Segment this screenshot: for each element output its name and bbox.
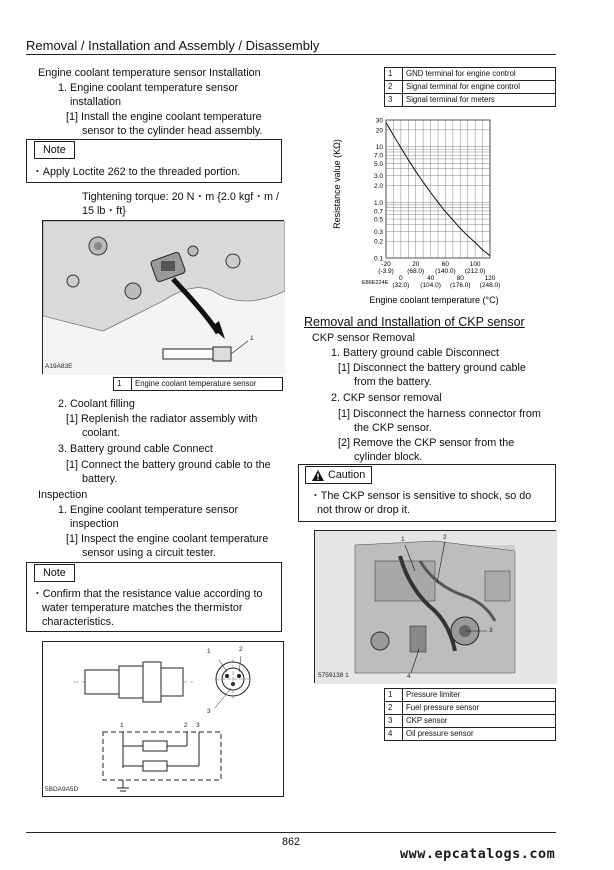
chart-ytick-label: 30 (375, 117, 383, 125)
legend-label: Pressure limiter (403, 689, 556, 702)
chart-xtick-label: 120 (484, 275, 496, 282)
step-3-sub-1-cont: battery. (82, 473, 118, 485)
fig2-circuit-callout-3: 3 (196, 722, 200, 729)
chart-xtick-f-label: (176.0) (449, 282, 471, 289)
chart-ytick-label: 0.7 (373, 208, 383, 216)
inspection-step-1-cont: inspection (70, 518, 119, 530)
caution-line-1: ・The CKP sensor is sensitive to shock, so do (310, 490, 532, 502)
chart-ytick-label: 0.1 (373, 255, 383, 263)
inspection-step-1: 1. Engine coolant temperature sensor (58, 504, 239, 516)
fig2-circuit-callout-1: 1 (120, 722, 124, 729)
note-tag-2: Note (34, 564, 75, 582)
chart-xtick-f-label: (68.0) (407, 268, 425, 275)
legend-label: Fuel pressure sensor (403, 702, 556, 715)
chart-xtick-f-label: (140.0) (435, 268, 456, 275)
inspection-heading: Inspection (38, 489, 88, 501)
terminal-row (385, 81, 556, 94)
chart-ytick-label: 20 (375, 127, 383, 135)
figure-sensor-installation (42, 220, 284, 374)
legend-row (385, 715, 556, 728)
figure-1-code: A19A83E (45, 363, 73, 370)
ckp-step-2: 2. CKP sensor removal (331, 392, 442, 404)
legend-label: Engine coolant temperature sensor (132, 378, 283, 391)
figure-3-code: 5759138 1 (318, 672, 349, 679)
chart-xtick-f-label: (248.0) (479, 282, 501, 289)
chart-xtick-label: 100 (469, 261, 481, 268)
ckp-section-title (304, 313, 525, 331)
legend-number: 4 (385, 728, 403, 741)
step-1: 1. Engine coolant temperature sensor (58, 82, 239, 94)
warning-icon (312, 470, 324, 481)
ckp-removal-heading: CKP sensor Removal (312, 332, 416, 344)
note-1-text: ・Apply Loctite 262 to the threaded portion. (32, 166, 241, 178)
chart-ytick-label: 10 (375, 144, 383, 152)
fig2-callout-3: 3 (207, 708, 211, 715)
step-1-sub-1-cont: sensor to the cylinder head assembly. (82, 125, 263, 137)
terminal-number: 2 (385, 81, 403, 94)
header-rule (26, 54, 556, 55)
figure-1-legend (113, 377, 283, 391)
legend-number: 3 (385, 715, 403, 728)
ckp-step-1: 1. Battery ground cable Disconnect (331, 347, 500, 359)
chart-xtick-label: 60 (441, 261, 450, 268)
fig3-callout-3: 3 (489, 627, 493, 634)
fig3-callout-4: 4 (407, 673, 411, 680)
thermistor-characteristic-chart (328, 114, 518, 310)
note-2-line-2: water temperature matches the thermistor (42, 602, 243, 614)
page-title: Removal / Installation and Assembly / Disassembly (26, 38, 320, 53)
ckp-step-2-sub-1: [1] Disconnect the harness connector from (338, 408, 541, 420)
legend-label: CKP sensor (403, 715, 556, 728)
step-3: 3. Battery ground cable Connect (58, 443, 213, 455)
chart-ytick-label: 0.5 (373, 216, 383, 224)
legend-number: 2 (385, 702, 403, 715)
terminal-row (385, 68, 556, 81)
terminal-label: GND terminal for engine control (403, 68, 556, 81)
chart-ytick-label: 1.0 (373, 199, 383, 207)
watermark: www.epcatalogs.com (400, 846, 556, 862)
terminal-number: 1 (385, 68, 403, 81)
step-1-cont: installation (70, 96, 122, 108)
footer-rule (26, 832, 556, 833)
step-2-sub-1-cont: coolant. (82, 427, 120, 439)
caution-label: Caution (328, 469, 366, 481)
ckp-step-1-sub-1-cont: from the battery. (354, 376, 432, 388)
sensor-circuit-diagram (43, 642, 285, 798)
figure-3-legend (384, 688, 556, 741)
fig3-callout-1: 1 (401, 536, 405, 543)
figure-ckp-location (314, 530, 556, 683)
chart-xtick-label: 0 (399, 275, 403, 282)
terminal-label: Signal terminal for engine control (403, 81, 556, 94)
note-2-line-1: ・Confirm that the resistance value according to (32, 588, 263, 600)
note-2-line-3: characteristics. (42, 616, 114, 628)
step-2-sub-1: [1] Replenish the radiator assembly with (66, 413, 258, 425)
chart-xtick-f-label: (32.0) (392, 282, 410, 289)
chart-ylabel: Resistance value (KΩ) (332, 139, 342, 229)
torque-spec: Tightening torque: 20 N・m {2.0 kgf・m / (82, 191, 280, 203)
chart-ytick-label: 0.3 (373, 228, 383, 236)
legend-row (114, 378, 283, 391)
note-tag-1: Note (34, 141, 75, 159)
chart-xtick-label: -20 (381, 261, 391, 268)
terminal-row (385, 94, 556, 107)
legend-row (385, 728, 556, 741)
inspection-sub-1-cont: sensor using a circuit tester. (82, 547, 216, 559)
legend-label: Oil pressure sensor (403, 728, 556, 741)
chart-xtick-label: 80 (456, 275, 464, 282)
legend-number: 1 (114, 378, 132, 391)
step-3-sub-1: [1] Connect the battery ground cable to the (66, 459, 271, 471)
ckp-step-2-sub-2-cont: cylinder block. (354, 451, 423, 463)
chart-xtick-f-label: (104.0) (420, 282, 441, 289)
engine-illustration (43, 221, 285, 375)
caution-line-2: not throw or drop it. (317, 504, 411, 516)
chart-ytick-label: 2.0 (373, 183, 383, 191)
chart-xtick-f-label: (-3.9) (378, 268, 394, 275)
ckp-step-1-sub-1: [1] Disconnect the battery ground cable (338, 362, 526, 374)
step-1-sub-1: [1] Install the engine coolant temperature (66, 111, 262, 123)
chart-ytick-label: 7.0 (373, 152, 383, 160)
chart-xlabel: Engine coolant temperature (°C) (369, 295, 499, 305)
fig2-callout-2: 1 (207, 648, 211, 655)
install-heading: Engine coolant temperature sensor Installation (38, 67, 261, 79)
chart-ytick-label: 0.2 (373, 238, 383, 246)
terminal-number: 3 (385, 94, 403, 107)
legend-number: 1 (385, 689, 403, 702)
chart-xtick-label: 40 (426, 275, 435, 282)
legend-row (385, 689, 556, 702)
terminal-label: Signal terminal for meters (403, 94, 556, 107)
page-number: 862 (282, 836, 301, 848)
chart-ytick-label: 3.0 (373, 173, 383, 181)
step-2: 2. Coolant filling (58, 398, 135, 410)
ckp-section-title-text: Removal and Installation of CKP sensor (304, 315, 525, 329)
chart-xtick-label: 20 (412, 261, 420, 268)
terminal-legend (384, 67, 556, 107)
figure-sensor-circuit (42, 641, 284, 797)
fig2-callout-1: 2 (239, 646, 243, 653)
inspection-sub-1: [1] Inspect the engine coolant temperature (66, 533, 269, 545)
ckp-engine-photo (315, 531, 557, 684)
fig2-circuit-callout-2: 2 (184, 722, 188, 729)
chart-xtick-f-label: (212.0) (464, 268, 486, 275)
chart-ytick-label: 5.0 (373, 160, 383, 168)
figure-2-code: 5BDA9A5D (45, 786, 79, 793)
figure-1-callout: 1 (250, 335, 254, 342)
torque-spec-cont: 15 lb・ft} (82, 205, 126, 217)
chart-code: E86E224E (362, 280, 389, 286)
ckp-step-2-sub-2: [2] Remove the CKP sensor from the (338, 437, 515, 449)
ckp-step-2-sub-1-cont: the CKP sensor. (354, 422, 432, 434)
caution-tag (305, 466, 372, 484)
legend-row (385, 702, 556, 715)
fig3-callout-2: 2 (443, 534, 447, 541)
